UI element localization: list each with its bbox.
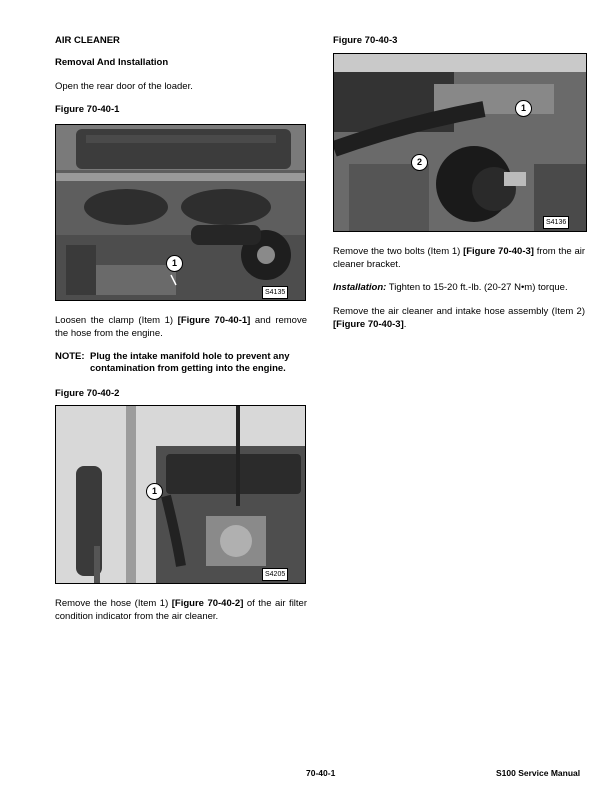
section-title: AIR CLEANER [55, 35, 120, 46]
p3-text: Remove the two bolts (Item 1) [333, 246, 464, 257]
p1-text: Loosen the clamp (Item 1) [55, 315, 178, 326]
figure-2-code: S4205 [262, 568, 288, 581]
p4-figure-ref[interactable]: [Figure 70-40-3] [333, 318, 404, 330]
installation-label: Installation: [333, 282, 387, 293]
figure-3-photo [333, 53, 587, 232]
p4-text: Remove the air cleaner and intake hose assembly (Item 2) [333, 306, 585, 317]
figure-3-callout-2: 2 [411, 154, 428, 171]
figure-2-label: Figure 70-40-2 [55, 388, 120, 399]
figure-1-code: S4135 [262, 286, 288, 299]
figure-3-code: S4136 [543, 216, 569, 229]
page-number: 70-40-1 [306, 768, 336, 778]
figure-1-label: Figure 70-40-1 [55, 104, 120, 115]
p3-text-end: from the air cleaner bracket. [333, 246, 585, 270]
p4-text-end: . [403, 318, 407, 330]
section-subtitle: Removal And Installation [55, 57, 169, 68]
figure-3-label: Figure 70-40-3 [333, 35, 398, 46]
p1-figure-ref[interactable]: [Figure 70-40-1] [177, 315, 251, 326]
intro-text: Open the rear door of the loader. [55, 81, 193, 92]
figure-2-photo [55, 405, 306, 584]
figure-1-photo [55, 124, 306, 301]
p2-text-end: of the air filter condition indicator from the air cleaner. [55, 598, 307, 622]
paragraph-remove-bolts [333, 246, 585, 271]
p2-text: Remove the hose (Item 1) [55, 598, 172, 609]
paragraph-remove-air-cleaner [333, 306, 585, 331]
note-line-1: Plug the intake manifold hole to prevent any [90, 351, 290, 362]
paragraph-remove-hose [55, 598, 307, 623]
installation-text: Tighten to 15-20 ft.-lb. (20-27 N•m) torque. [386, 282, 568, 293]
paragraph-loosen-clamp [55, 315, 307, 340]
figure-1-callout-1: 1 [166, 255, 183, 272]
figure-3-callout-1: 1 [515, 100, 532, 117]
p2-figure-ref[interactable]: [Figure 70-40-2] [171, 598, 244, 609]
manual-title: S100 Service Manual [496, 768, 581, 778]
paragraph-installation [333, 282, 585, 295]
p1-text-end: and remove the hose from the engine. [55, 315, 307, 339]
note-label: NOTE: [55, 351, 85, 362]
figure-2-callout-1: 1 [146, 483, 163, 500]
p3-figure-ref[interactable]: [Figure 70-40-3] [463, 246, 534, 257]
note-line-2: contamination from getting into the engine. [90, 363, 286, 374]
